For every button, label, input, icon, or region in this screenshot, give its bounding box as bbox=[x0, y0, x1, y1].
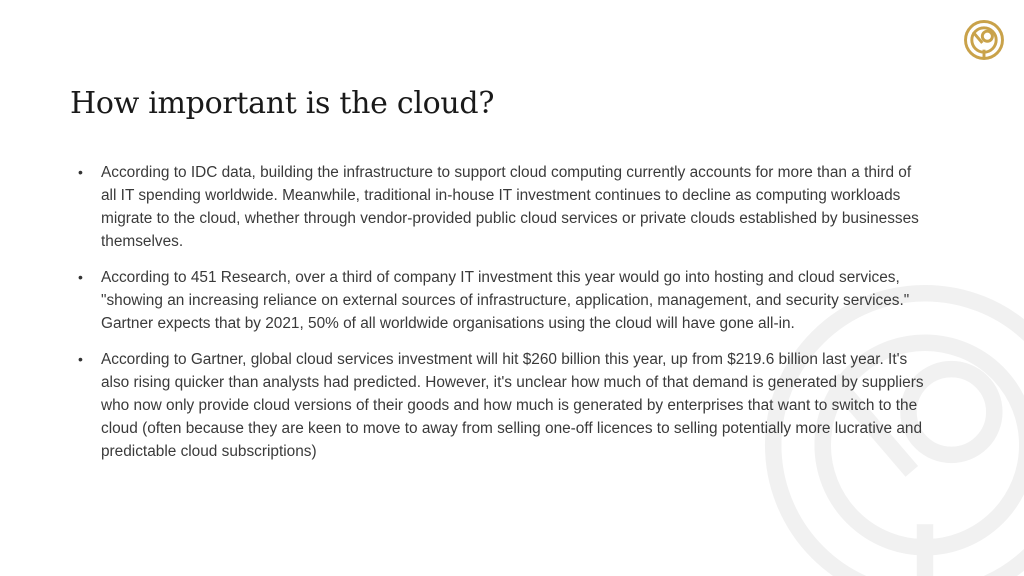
bullet-item bbox=[78, 348, 930, 463]
bullet-dot: • bbox=[78, 164, 83, 180]
bullet-item bbox=[78, 266, 930, 335]
bullet-dot: • bbox=[78, 351, 83, 367]
bullet-item bbox=[78, 161, 930, 253]
bullet-text: According to IDC data, building the infrastructure to support cloud computing currently accounts for more than a third of all IT spending worldwide. Meanwhile, traditional in-house IT investment continues to decline as computing workloads migrate to the cloud, whether through vendor-provided public cloud services or private clouds established by businesses themselves. bbox=[101, 164, 919, 250]
bullet-dot: • bbox=[78, 269, 83, 285]
brand-logo-icon bbox=[963, 19, 1005, 61]
bullet-text: According to 451 Research, over a third of company IT investment this year would go into hosting and cloud services, "showing an increasing reliance on external sources of infrastructure, application, management, and security services." Gartner expects that by 2021, 50% of all worldwide organisations using the cloud will have gone all-in. bbox=[101, 269, 910, 332]
bullet-list bbox=[78, 161, 930, 476]
slide-title: How important is the cloud? bbox=[70, 86, 495, 121]
bullet-text: According to Gartner, global cloud services investment will hit $260 billion this year, up from $219.6 billion last year. It's also rising quicker than analysts had predicted. However, it's unclear how much of that demand is generated by suppliers who now only provide cloud versions of their goods and how much is generated by enterprises that want to switch to the cloud (often because they are keen to move to away from selling one-off licences to selling potentially more lucrative and predictable cloud subscriptions) bbox=[101, 351, 924, 460]
